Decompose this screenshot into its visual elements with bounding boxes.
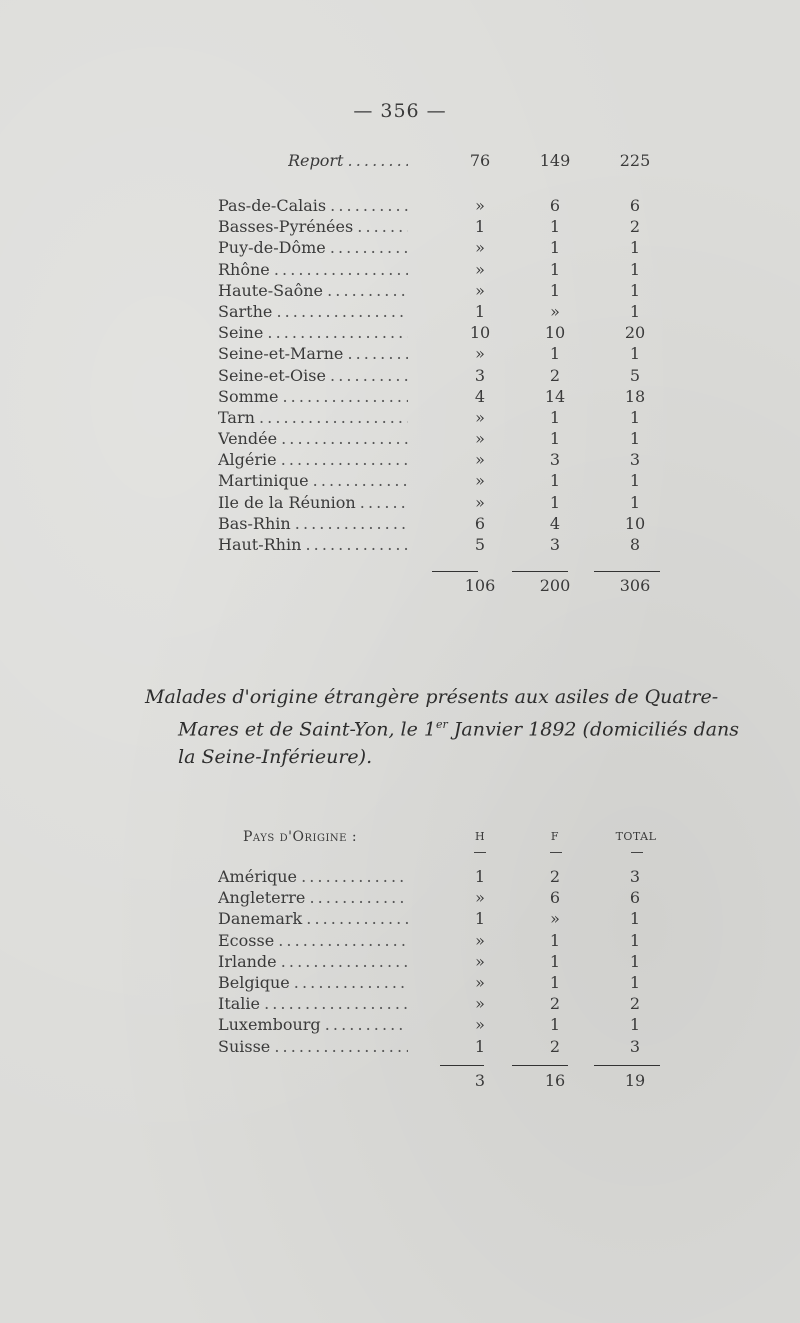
row-f: 1 <box>549 280 561 300</box>
row-h: 1 <box>474 867 486 886</box>
row-h: » <box>475 888 485 908</box>
total-total: 19 <box>624 1071 646 1090</box>
row-total: 1 <box>629 972 641 992</box>
row-label: Haute-Saône . . . <box>218 280 408 301</box>
row-label: Ile de la Réunion . . . <box>218 492 408 513</box>
row-h: 1 <box>474 301 486 321</box>
row-h: 1 <box>474 909 486 929</box>
table-row <box>218 237 678 258</box>
totals-row <box>218 1070 678 1092</box>
dash-h <box>474 852 486 853</box>
row-f: 2 <box>549 994 561 1014</box>
row-label: Vendée . . . <box>218 428 408 449</box>
caption-line-2-b: Janvier 1892 (domiciliés dans <box>447 718 740 741</box>
row-label: Angleterre . . . <box>218 887 408 908</box>
table-row <box>218 301 678 322</box>
report-total: 225 <box>619 151 651 170</box>
row-h: 4 <box>474 386 486 406</box>
row-h: » <box>475 280 485 300</box>
table-row <box>218 386 678 407</box>
header-h: H <box>474 830 486 843</box>
table-row <box>218 428 678 449</box>
row-h: 1 <box>474 1036 486 1056</box>
table-row <box>218 513 678 534</box>
row-f: 2 <box>549 365 561 385</box>
total-total: 306 <box>619 576 651 595</box>
row-h: » <box>475 471 485 491</box>
row-label: Martinique . . . <box>218 470 408 491</box>
row-h: » <box>475 407 485 427</box>
row-label: Irlande . . . <box>218 951 408 972</box>
row-total: 1 <box>629 407 641 427</box>
table-row <box>218 887 678 908</box>
table-row <box>218 449 678 470</box>
row-h: » <box>475 196 485 215</box>
row-total: 3 <box>629 867 641 886</box>
row-total: 1 <box>629 238 641 258</box>
row-label: Ecosse . . . <box>218 930 408 951</box>
row-f: 1 <box>549 951 561 971</box>
caption-line-3: la Seine-Inférieure). <box>178 746 373 769</box>
row-h: » <box>475 1015 485 1035</box>
row-h: 1 <box>474 217 486 237</box>
sum-rule-f <box>512 1065 568 1066</box>
row-label: Italie . . . <box>218 993 408 1014</box>
header-total: TOTAL <box>615 830 657 843</box>
row-label: Seine-et-Marne . . . <box>218 343 408 364</box>
row-total: 1 <box>629 280 641 300</box>
table-row <box>218 322 678 343</box>
row-total: 10 <box>624 513 646 533</box>
sum-rule-total <box>594 571 660 572</box>
row-total: 5 <box>629 365 641 385</box>
row-f: » <box>550 301 560 321</box>
row-total: 2 <box>629 994 641 1014</box>
origin-table <box>218 866 678 1057</box>
row-f: 6 <box>549 888 561 908</box>
row-total: 2 <box>629 217 641 237</box>
departments-table <box>218 195 678 555</box>
header-dashes <box>218 846 678 860</box>
row-f: 1 <box>549 344 561 364</box>
caption-line-1: Malades d'origine étrangère présents aux asiles de Quatre- <box>145 686 719 708</box>
row-h: » <box>475 994 485 1014</box>
row-h: » <box>475 344 485 364</box>
row-h: » <box>475 930 485 950</box>
row-total: 3 <box>629 1036 641 1056</box>
row-h: » <box>475 492 485 512</box>
row-total: 1 <box>629 951 641 971</box>
row-f: 1 <box>549 471 561 491</box>
row-f: 14 <box>544 386 566 406</box>
table-row <box>218 993 678 1014</box>
row-f: 1 <box>549 259 561 279</box>
dash-total <box>631 852 643 853</box>
row-h: » <box>475 259 485 279</box>
table-row <box>218 343 678 364</box>
row-total: 6 <box>629 196 641 215</box>
caption-line-2-a: Mares et de Saint-Yon, le 1 <box>178 718 436 741</box>
row-label: Pas-de-Calais . . . <box>218 195 408 216</box>
report-h: 76 <box>469 151 491 170</box>
row-label: Tarn . . . <box>218 407 408 428</box>
row-total: 1 <box>629 471 641 491</box>
row-total: 6 <box>629 888 641 908</box>
totals-row <box>218 575 678 597</box>
row-h: » <box>475 951 485 971</box>
report-row <box>218 150 678 172</box>
row-label: Luxembourg . . . <box>218 1014 408 1035</box>
row-total: 3 <box>629 450 641 470</box>
origin-table-header <box>218 826 678 848</box>
row-total: 1 <box>629 429 641 449</box>
sum-rule-h <box>432 571 478 572</box>
row-f: 1 <box>549 492 561 512</box>
row-label: Bas-Rhin . . . <box>218 513 408 534</box>
row-total: 8 <box>629 535 641 554</box>
table-row <box>218 1036 678 1057</box>
row-f: 1 <box>549 238 561 258</box>
total-f: 16 <box>544 1071 566 1090</box>
row-label: Amérique . . . <box>218 866 408 887</box>
table-row <box>218 492 678 513</box>
row-h: 6 <box>474 513 486 533</box>
header-origin: Pays d'Origine : <box>243 829 358 845</box>
table-row <box>218 259 678 280</box>
row-f: 2 <box>549 1036 561 1056</box>
row-f: 1 <box>549 930 561 950</box>
report-label: Report . . . <box>288 150 408 172</box>
row-label: Belgique . . . <box>218 972 408 993</box>
table-row <box>218 470 678 491</box>
row-total: 1 <box>629 909 641 929</box>
table-row <box>218 407 678 428</box>
table-row <box>218 195 678 216</box>
row-f: 1 <box>549 407 561 427</box>
total-h: 3 <box>474 1071 486 1090</box>
table-row <box>218 866 678 887</box>
row-f: 1 <box>549 972 561 992</box>
table-row <box>218 365 678 386</box>
dash-f <box>550 852 562 853</box>
row-h: » <box>475 238 485 258</box>
table-row <box>218 972 678 993</box>
row-label: Haut-Rhin . . . <box>218 534 408 555</box>
row-h: 10 <box>469 323 491 343</box>
report-f: 149 <box>539 151 571 170</box>
row-h: » <box>475 972 485 992</box>
row-f: 3 <box>549 450 561 470</box>
caption-superscript: er <box>435 718 448 731</box>
table-row <box>218 534 678 555</box>
section-caption <box>145 683 755 771</box>
table-row <box>218 951 678 972</box>
row-total: 18 <box>624 386 646 406</box>
table-row <box>218 1014 678 1035</box>
row-total: 1 <box>629 259 641 279</box>
row-label: Suisse . . . <box>218 1036 408 1057</box>
row-h: 5 <box>474 535 486 554</box>
table-row <box>218 930 678 951</box>
row-f: 1 <box>549 217 561 237</box>
row-total: 1 <box>629 930 641 950</box>
row-total: 1 <box>629 1015 641 1035</box>
page-number: — 356 — <box>353 100 447 122</box>
row-label: Algérie . . . <box>218 449 408 470</box>
row-f: 3 <box>549 535 561 554</box>
header-f: F <box>550 830 560 843</box>
row-h: » <box>475 450 485 470</box>
row-f: 1 <box>549 1015 561 1035</box>
row-f: 6 <box>549 196 561 215</box>
row-label: Rhône . . . <box>218 259 408 280</box>
total-h: 106 <box>464 576 496 595</box>
caption-line-2 <box>145 711 755 743</box>
row-label: Somme . . . <box>218 386 408 407</box>
row-f: 1 <box>549 429 561 449</box>
row-label: Sarthe . . . <box>218 301 408 322</box>
sum-rule-total <box>594 1065 660 1066</box>
row-f: 4 <box>549 513 561 533</box>
row-total: 1 <box>629 492 641 512</box>
row-label: Danemark . . . <box>218 908 408 929</box>
table-row <box>218 908 678 929</box>
row-h: » <box>475 429 485 449</box>
row-label: Seine-et-Oise . . . <box>218 365 408 386</box>
row-total: 20 <box>624 323 646 343</box>
row-total: 1 <box>629 344 641 364</box>
row-f: » <box>550 909 560 929</box>
table-row <box>218 280 678 301</box>
row-f: 2 <box>549 867 561 886</box>
sum-rule-h <box>440 1065 484 1066</box>
row-total: 1 <box>629 301 641 321</box>
row-label: Basses-Pyrénées . . . <box>218 216 408 237</box>
row-f: 10 <box>544 323 566 343</box>
row-label: Seine . . . <box>218 322 408 343</box>
table-row <box>218 216 678 237</box>
row-label: Puy-de-Dôme . . . <box>218 237 408 258</box>
row-h: 3 <box>474 365 486 385</box>
total-f: 200 <box>539 576 571 595</box>
sum-rule-f <box>512 571 568 572</box>
